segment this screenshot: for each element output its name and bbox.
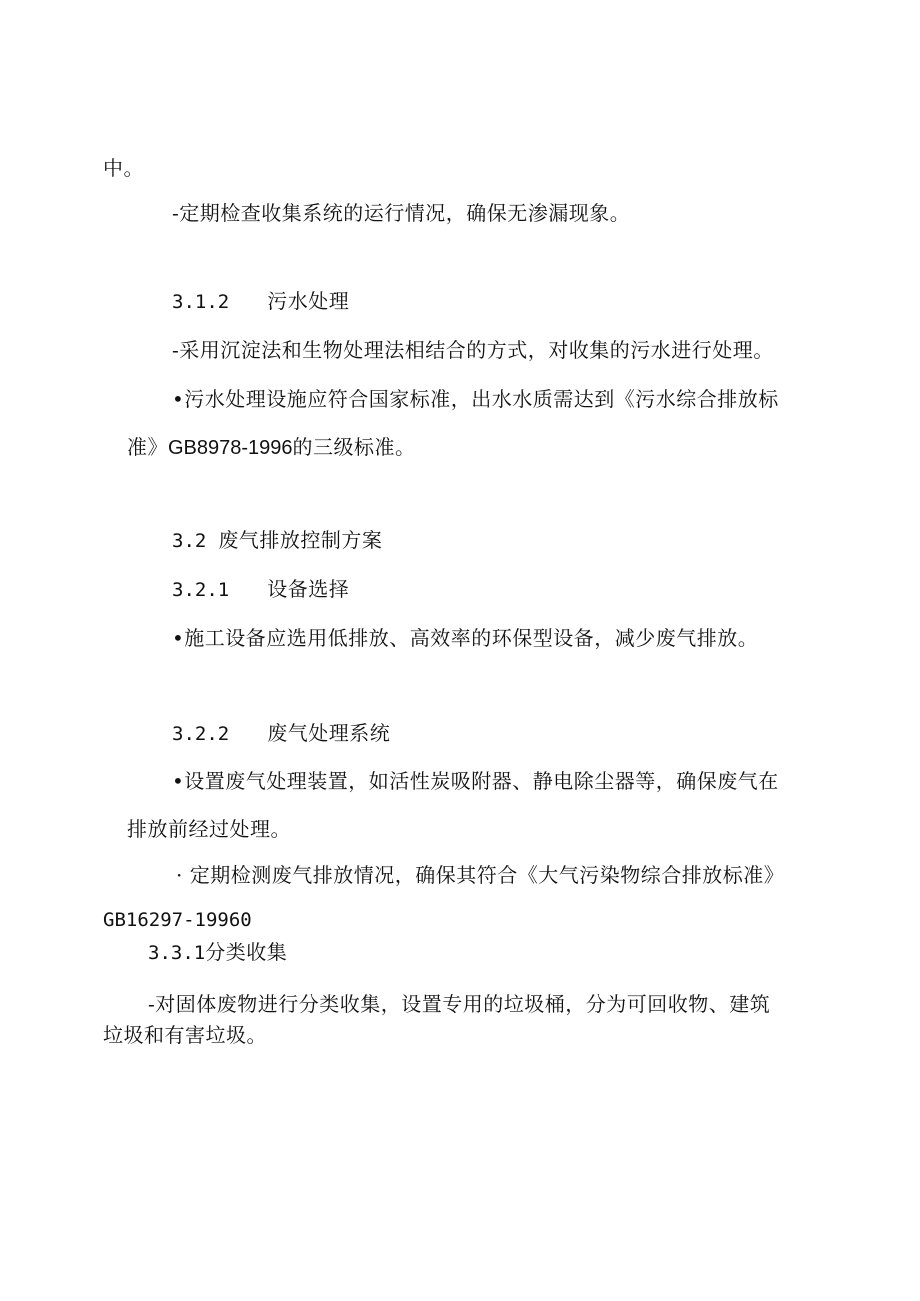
- section-number: 3.2.1: [172, 579, 230, 601]
- section-number: 3.3.1: [148, 942, 206, 964]
- paragraph-line: 中。: [103, 156, 144, 180]
- section-heading-3-1-2: [172, 287, 349, 316]
- paragraph-line: · 定期检测废气排放情况，确保其符合《大气污染物综合排放标准》: [176, 863, 785, 887]
- paragraph-line: •设置废气处理装置，如活性炭吸附器、静电除尘器等，确保废气在: [172, 769, 779, 793]
- paragraph-line: -对固体废物进行分类收集，设置专用的垃圾桶，分为可回收物、建筑: [148, 992, 771, 1016]
- section-heading-3-2-1: [172, 575, 349, 604]
- text-segment: 的三级标准。: [292, 435, 416, 459]
- section-title: 污水处理: [267, 289, 350, 313]
- section-heading-3-3-1: [148, 938, 287, 967]
- paragraph-line: •污水处理设施应符合国家标准，出水水质需达到《污水综合排放标: [172, 387, 779, 411]
- section-heading-3-2-2: [172, 719, 390, 748]
- section-number: 3.2.2: [172, 723, 230, 745]
- section-title: 分类收集: [205, 940, 288, 964]
- section-title: 设备选择: [267, 577, 350, 601]
- section-title: 废气处理系统: [267, 721, 391, 745]
- section-title: 废气排放控制方案: [218, 528, 383, 552]
- paragraph-line: -采用沉淀法和生物处理法相结合的方式，对收集的污水进行处理。: [172, 338, 774, 362]
- paragraph-line: 垃圾和有害垃圾。: [103, 1023, 267, 1047]
- section-number: 3.2: [172, 530, 207, 552]
- paragraph-line: -定期检查收集系统的运行情况，确保无渗漏现象。: [172, 201, 631, 225]
- standard-code: GB8978-1996: [168, 437, 293, 459]
- paragraph-line: [127, 433, 416, 462]
- paragraph-line: •施工设备应选用低排放、高效率的环保型设备，减少废气排放。: [172, 626, 759, 650]
- section-heading-3-2: [172, 526, 382, 555]
- standard-code-line: GB16297-19960: [103, 909, 252, 931]
- section-number: 3.1.2: [172, 291, 230, 313]
- paragraph-line: 排放前经过处理。: [127, 817, 291, 841]
- text-segment: 准》: [127, 435, 168, 459]
